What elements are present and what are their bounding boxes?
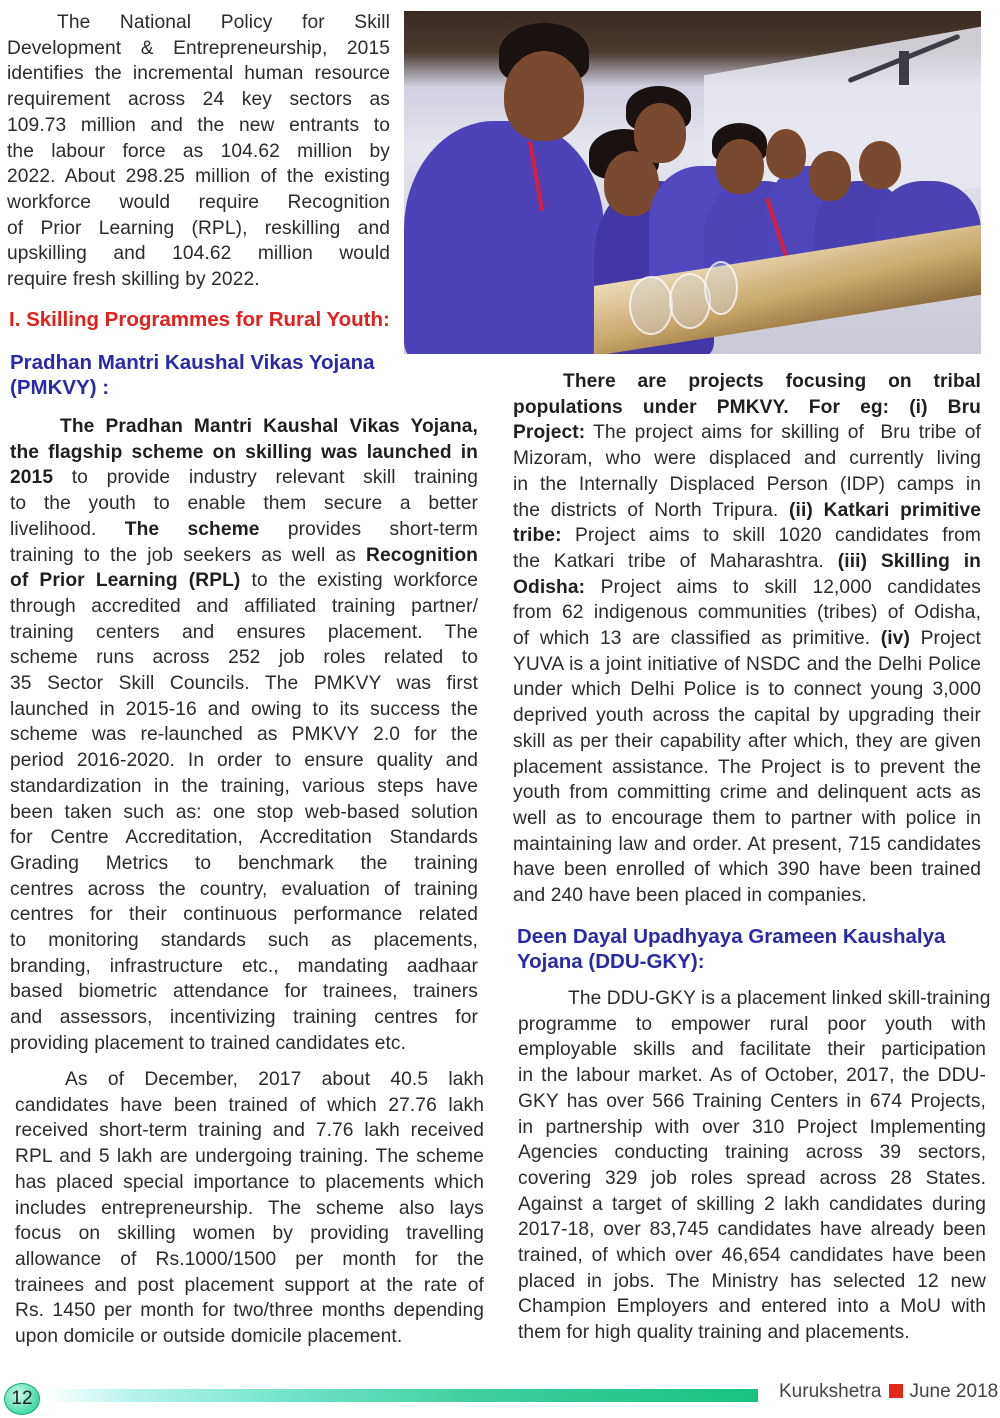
text-line: covering 329 job roles spread across 28 States.: [518, 1167, 986, 1189]
trainee-figure: [404, 121, 604, 354]
text-line: The DDU-GKY is a placement linked skill-training: [568, 988, 991, 1009]
ceiling-fan-rod: [899, 51, 909, 85]
bold-text: The scheme: [124, 518, 260, 540]
section-heading: I. Skilling Programmes for Rural Youth:: [9, 308, 390, 331]
tribal-projects-paragraph: [513, 369, 981, 909]
text-line: 2022. About 298.25 million of the existing: [7, 166, 390, 188]
ddugky-heading: [517, 924, 945, 974]
text-line-bold: There are projects focusing on tribal: [563, 371, 981, 392]
text-line: require fresh skilling by 2022.: [7, 269, 260, 291]
text-line: for Centre Accreditation, Accreditation Standards: [10, 827, 478, 849]
light-bulb-icon: [629, 276, 673, 335]
text-line: [10, 543, 478, 569]
text-line: centres across the country, evaluation of training: [10, 878, 478, 900]
text-line: [10, 517, 478, 543]
trainee-head: [766, 129, 806, 179]
intro-paragraph: [7, 10, 390, 293]
text-line: focus on skilling women by providing travelling: [15, 1223, 484, 1245]
text-line: identifies the incremental human resource: [7, 63, 390, 85]
text-line: Mizoram, who were displaced and currently living: [513, 448, 981, 470]
text-line: employable skills and facilitate their participation: [518, 1039, 986, 1061]
text-line: youth from committing crime and delinquent acts as: [513, 782, 981, 804]
text-line: providing placement to trained candidates etc.: [10, 1032, 407, 1054]
article-photo-trainees-workshop: [404, 11, 981, 354]
text-line: placement assistance. The Project is to prevent the: [513, 756, 981, 778]
text: The project aims for skilling of Bru tribe of: [585, 422, 981, 444]
text-line: centres for their continuous performance related: [10, 904, 478, 926]
text-line: have been enrolled of which 390 have been trained: [513, 859, 981, 881]
text-line: based biometric attendance for trainees, trainers: [10, 981, 478, 1003]
text-line: workforce would require Recognition: [7, 191, 390, 213]
text-line: upskilling and 104.62 million would: [7, 243, 390, 265]
text-line: them for high quality training and placements.: [518, 1322, 910, 1344]
text-line: scheme runs across 252 job roles related to: [10, 647, 478, 669]
pmkvy-heading-line: (PMKVY) :: [10, 376, 110, 399]
text-line: deprived youth across the capital by upgrading their: [513, 705, 981, 727]
footer-gradient-bar: [46, 1389, 758, 1402]
trainee-head: [504, 51, 584, 141]
text-line: in partnership with over 310 Project Implementing: [518, 1116, 986, 1138]
bold-text: Recognition: [366, 544, 478, 566]
text: the Katkari tribe of Maharashtra.: [513, 550, 838, 572]
text-line: GKY has over 566 Training Centers in 674 Projects,: [518, 1090, 986, 1112]
text-line: [513, 549, 981, 575]
text-line: [10, 465, 478, 491]
trainee-head: [634, 103, 686, 163]
text-line: As of December, 2017 about 40.5 lakh: [65, 1069, 484, 1090]
bold-text: (ii) Katkari primitive: [789, 499, 981, 521]
text-line: scheme was re-launched as PMKVY 2.0 for the: [10, 724, 478, 746]
pmkvy-paragraph-2: [15, 1067, 484, 1350]
red-square-separator-icon: [889, 1384, 903, 1398]
text-line: Development & Entrepreneurship, 2015: [7, 37, 390, 59]
pmkvy-heading-line: Pradhan Mantri Kaushal Vikas Yojana: [10, 351, 375, 374]
text-line: the labour force as 104.62 million by: [7, 140, 390, 162]
text-line: [513, 498, 981, 524]
text-line: been taken such as: one stop web-based solution: [10, 801, 478, 823]
text: Project: [909, 628, 981, 650]
text-line: under which Delhi Police is to connect young 3,000: [513, 679, 981, 701]
text-line: YUVA is a joint initiative of NSDC and the Delhi Police: [513, 653, 981, 675]
pmkvy-heading: [10, 350, 375, 400]
text-line: requirement across 24 key sectors as: [7, 89, 390, 111]
page-number-badge: [4, 1383, 40, 1415]
text-line: Champion Employers and entered into a MoU with: [518, 1296, 986, 1318]
text: Project aims to skill 1020 candidates from: [561, 525, 981, 547]
text-line: period 2016-2020. In order to ensure quality and: [10, 750, 478, 772]
bold-text: (iii) Skilling in: [837, 550, 982, 572]
text-line: in the labour market. As of October, 2017, the DDU-: [518, 1065, 986, 1087]
ddugky-paragraph: [518, 986, 991, 1346]
text-line: 109.73 million and the new entrants to: [7, 114, 390, 136]
text-line: and 240 have been placed in companies.: [513, 885, 867, 907]
text-line: training centers and ensures placement. The: [10, 621, 478, 643]
text-line: to the youth to enable them secure a better: [10, 493, 478, 515]
text: livelihood.: [10, 518, 125, 540]
text-line: allowance of Rs.1000/1500 per month for the: [15, 1248, 484, 1270]
text-line-bold: populations under PMKVY. For eg: (i) Bru: [513, 396, 981, 418]
text-line: upon domicile or outside domicile placement.: [15, 1326, 403, 1348]
text-line: standardization in the training, various steps have: [10, 775, 478, 797]
bold-text: 2015: [10, 467, 54, 489]
text-line: 35 Sector Skill Councils. The PMKVY was first: [10, 673, 478, 695]
text-line-bold: the flagship scheme on skilling was launched in: [10, 441, 478, 463]
text-line: candidates have been trained of which 27.76 lakh: [15, 1094, 484, 1116]
text-line: [513, 523, 981, 549]
text: Project aims to skill 12,000 candidates: [585, 576, 981, 598]
text-line: RPL and 5 lakh are undergoing training. The scheme: [15, 1146, 484, 1168]
text-line: of Prior Learning (RPL), reskilling and: [7, 217, 390, 239]
text-line: well as to encourage them to partner with police in: [513, 807, 981, 829]
publication-name: Kurukshetra: [779, 1381, 882, 1402]
text: training to the job seekers as well as: [10, 544, 367, 566]
text-line: in the Internally Displaced Person (IDP) camps in: [513, 473, 981, 495]
bold-text: Project:: [513, 422, 586, 444]
text-line: branding, infrastructure etc., mandating aadhaar: [10, 955, 478, 977]
text-line-bold: The Pradhan Mantri Kaushal Vikas Yojana,: [60, 416, 478, 437]
text-line: and assessors, incentivizing training centres for: [10, 1007, 478, 1029]
text: the districts of North Tripura.: [513, 499, 790, 521]
ddugky-heading-line: Yojana (DDU-GKY):: [517, 950, 705, 973]
text-line: to monitoring standards such as placements,: [10, 930, 478, 952]
bold-text: tribe:: [513, 525, 562, 547]
ddugky-heading-line: Deen Dayal Upadhyaya Grameen Kaushalya: [517, 925, 946, 948]
text-line: [513, 575, 981, 601]
text: to provide industry relevant skill training: [53, 467, 478, 489]
issue-date: June 2018: [909, 1381, 999, 1402]
text-line: [10, 568, 478, 594]
text: of which 13 are classified as primitive.: [513, 628, 881, 650]
text-line: has placed special importance to placements which: [15, 1171, 484, 1193]
text-line: from 62 indigenous communities (tribes) of Odisha,: [513, 602, 981, 624]
trainee-head: [859, 141, 901, 189]
text-line: Rs. 1450 per month for two/three months depending: [15, 1300, 484, 1322]
text-line: The National Policy for Skill: [57, 12, 390, 33]
page-number: 12: [11, 1388, 33, 1409]
text-line: maintaining law and order. At present, 715 candidates: [513, 833, 981, 855]
text-line: launched in 2015-16 and owing to its success the: [10, 698, 478, 720]
text-line: received short-term training and 7.76 lakh received: [15, 1120, 484, 1142]
pmkvy-paragraph-1: [10, 414, 478, 1057]
text-line: [513, 626, 981, 652]
text-line: trainees and post placement support at the rate of: [15, 1274, 484, 1296]
text-line: placed in jobs. The Ministry has selected 12 new: [518, 1270, 986, 1292]
text-line: Agencies conducting training across 39 sectors,: [518, 1142, 986, 1164]
text-line: trained, of which over 46,654 candidates have been: [518, 1245, 986, 1267]
bold-text: Odisha:: [513, 576, 586, 598]
bold-text: of Prior Learning (RPL): [10, 570, 241, 592]
text-line: [513, 420, 981, 446]
bold-text: (iv): [880, 628, 910, 650]
text-line: Grading Metrics to benchmark the training: [10, 852, 478, 874]
text-line: Against a target of skilling 2 lakh candidates during: [518, 1193, 986, 1215]
text-line: through accredited and affiliated training partner/: [10, 595, 478, 617]
trainee-head: [809, 151, 851, 201]
trainee-head: [716, 139, 764, 194]
text-line: skill as per their capability after which, they are given: [513, 730, 981, 752]
text: provides short-term: [259, 518, 478, 540]
text: to the existing workforce: [240, 570, 478, 592]
text-line: 2017-18, over 83,745 candidates have already been: [518, 1219, 986, 1241]
footer-publication: [779, 1381, 998, 1403]
text-line: includes entrepreneurship. The scheme also lays: [15, 1197, 484, 1219]
text-line: programme to empower rural poor youth with: [518, 1013, 986, 1035]
light-bulb-icon: [704, 261, 738, 315]
